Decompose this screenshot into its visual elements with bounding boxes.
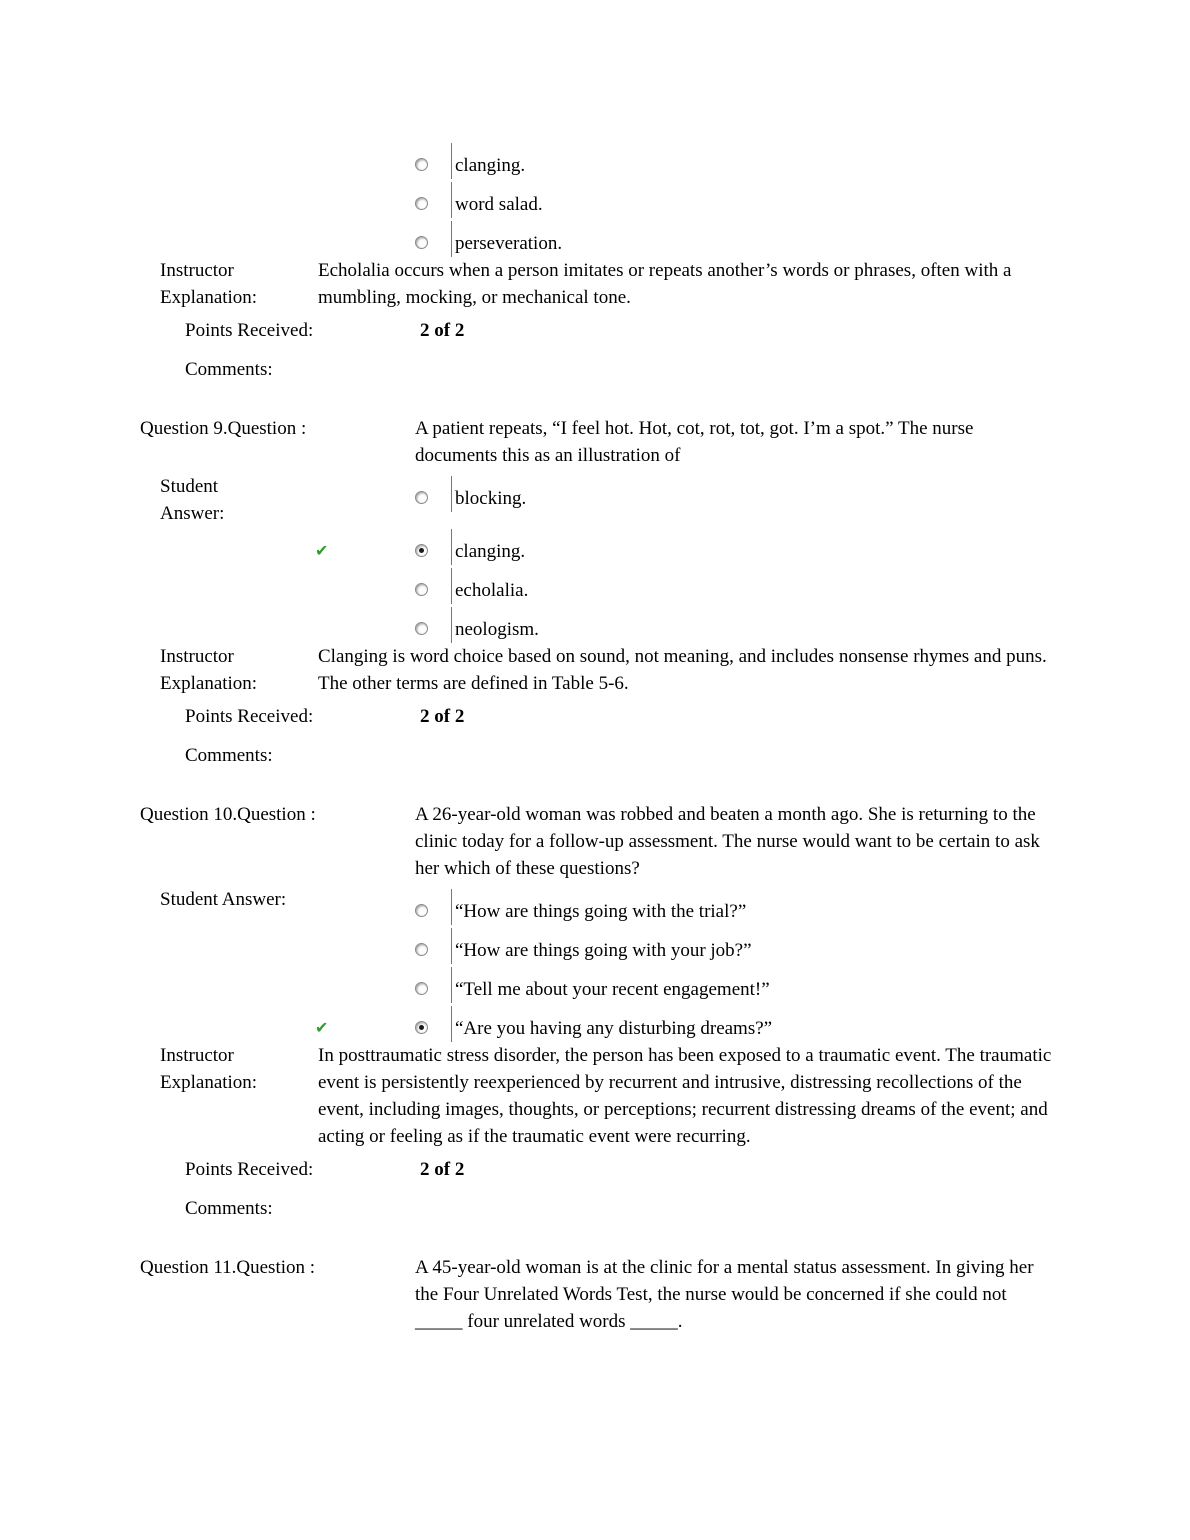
question-text: A 26-year-old woman was robbed and beaten a month ago. She is returning to the clinic today for a follow-up assessment. The nurse would want to be certain to ask her which of these questions?: [415, 804, 1040, 879]
answer-option: [315, 886, 1055, 925]
radio-button[interactable]: [415, 583, 428, 596]
cell-border-line: [451, 143, 452, 179]
instructor-explanation-text: In posttraumatic stress disorder, the person has been exposed to a traumatic event. The traumatic event is persistently reexperienced by recurrent and intrusive, distressing recollections of the event, including images, thoughts, or perceptions; recurrent distressing dreams of the event; and acting or feeling as if the traumatic event were recurring.: [318, 1045, 1052, 1147]
cell-border-line: [451, 889, 452, 925]
points-received-label: Points Received:: [185, 706, 314, 727]
points-received-label: Points Received:: [185, 320, 314, 341]
cell-border-line: [451, 529, 452, 565]
radio-button[interactable]: [415, 197, 428, 210]
question-text: A 45-year-old woman is at the clinic for a mental status assessment. In giving her the Four Unrelated Words Test, the nurse would be concerned if she could not _____ four unrelated words _____.: [415, 1257, 1034, 1332]
points-received-value: 2 of 2: [420, 320, 465, 341]
answer-option: [315, 925, 1055, 964]
cell-border-line: [451, 607, 452, 643]
radio-button[interactable]: [415, 544, 428, 557]
radio-dot: [419, 548, 424, 553]
question-row: [140, 415, 1055, 469]
instructor-explanation-text: Clanging is word choice based on sound, not meaning, and includes nonsense rhymes and puns. The other terms are defined in Table 5-6.: [318, 646, 1047, 694]
answer-option: [315, 179, 1055, 218]
answer-option-label: clanging.: [455, 155, 526, 176]
comments-label: Comments:: [185, 745, 273, 766]
answer-option-label: “Are you having any disturbing dreams?”: [455, 1018, 773, 1039]
answer-option-label: perseveration.: [455, 233, 563, 254]
cell-border-line: [451, 221, 452, 257]
question-number-label: Question 10.Question :: [140, 804, 316, 825]
points-received-value: 2 of 2: [420, 1159, 465, 1180]
points-received-row: [185, 1156, 1055, 1183]
student-answer-label-line2: Answer:: [160, 503, 225, 524]
correct-answer-checkmark-icon: ✔: [315, 1020, 329, 1037]
instructor-label-line1: Instructor: [160, 1045, 234, 1066]
student-answer-label-line1: Student Answer:: [160, 889, 287, 910]
answer-option: [315, 1003, 1055, 1042]
student-answer-label: [140, 473, 315, 643]
radio-button[interactable]: [415, 904, 428, 917]
answer-option-label: blocking.: [455, 488, 527, 509]
question-block-9: [140, 415, 1055, 769]
points-received-row: [185, 317, 1055, 344]
question-block-11: [140, 1254, 1055, 1335]
answer-options: [315, 473, 1055, 643]
comments-label: Comments:: [185, 359, 273, 380]
radio-button[interactable]: [415, 1021, 428, 1034]
answer-option-label: “How are things going with your job?”: [455, 940, 752, 961]
instructor-explanation: [140, 643, 1055, 697]
student-answer-label-line1: Student: [160, 476, 219, 497]
instructor-explanation-label: [140, 257, 318, 311]
points-received-row: [185, 703, 1055, 730]
cell-border-line: [451, 568, 452, 604]
instructor-explanation-label: [140, 643, 318, 697]
answer-option: [315, 604, 1055, 643]
radio-button[interactable]: [415, 943, 428, 956]
question-block-partial: [140, 140, 1055, 383]
cell-border-line: [451, 476, 452, 512]
points-received-value: 2 of 2: [420, 706, 465, 727]
instructor-label-line1: Instructor: [160, 260, 234, 281]
question-block-10: [140, 801, 1055, 1222]
radio-button[interactable]: [415, 982, 428, 995]
answer-options: [315, 886, 1055, 1042]
radio-dot: [419, 1025, 424, 1030]
answer-option-label: “Tell me about your recent engagement!”: [455, 979, 770, 1000]
answer-option: [315, 473, 1055, 512]
answer-option-label: “How are things going with the trial?”: [455, 901, 747, 922]
answer-option: [315, 526, 1055, 565]
correct-answer-checkmark-icon: ✔: [315, 543, 329, 560]
answer-area: [140, 886, 1055, 1042]
answer-option: [315, 565, 1055, 604]
cell-border-line: [451, 1006, 452, 1042]
instructor-explanation-label: [140, 1042, 318, 1150]
instructor-explanation-text: Echolalia occurs when a person imitates or repeats another’s words or phrases, often with a mumbling, mocking, or mechanical tone.: [318, 260, 1012, 308]
answer-option: [315, 964, 1055, 1003]
answer-area: [140, 473, 1055, 643]
cell-border-line: [451, 182, 452, 218]
question-row: [140, 801, 1055, 882]
question-row: [140, 1254, 1055, 1335]
answer-options: [315, 140, 1055, 257]
radio-button[interactable]: [415, 158, 428, 171]
instructor-explanation: [140, 257, 1055, 311]
question-number-label: Question 9.Question :: [140, 418, 307, 439]
answer-option-label: neologism.: [455, 619, 539, 640]
comments-label: Comments:: [185, 1198, 273, 1219]
answer-option-label: word salad.: [455, 194, 543, 215]
answer-option: [315, 218, 1055, 257]
instructor-label-line2: Explanation:: [160, 673, 258, 694]
answer-option-label: echolalia.: [455, 580, 529, 601]
question-number-label: Question 11.Question :: [140, 1257, 316, 1278]
answer-option-label: clanging.: [455, 541, 526, 562]
points-received-label: Points Received:: [185, 1159, 314, 1180]
radio-button[interactable]: [415, 491, 428, 504]
answer-area: [140, 140, 1055, 257]
student-answer-label: [140, 140, 315, 257]
student-answer-label: [140, 886, 315, 1042]
instructor-label-line2: Explanation:: [160, 1072, 258, 1093]
instructor-label-line1: Instructor: [160, 646, 234, 667]
radio-button[interactable]: [415, 622, 428, 635]
cell-border-line: [451, 928, 452, 964]
answer-option: [315, 140, 1055, 179]
instructor-explanation: [140, 1042, 1055, 1150]
radio-button[interactable]: [415, 236, 428, 249]
instructor-label-line2: Explanation:: [160, 287, 258, 308]
cell-border-line: [451, 967, 452, 1003]
question-text: A patient repeats, “I feel hot. Hot, cot, rot, tot, got. I’m a spot.” The nurse documents this as an illustration of: [415, 418, 974, 466]
